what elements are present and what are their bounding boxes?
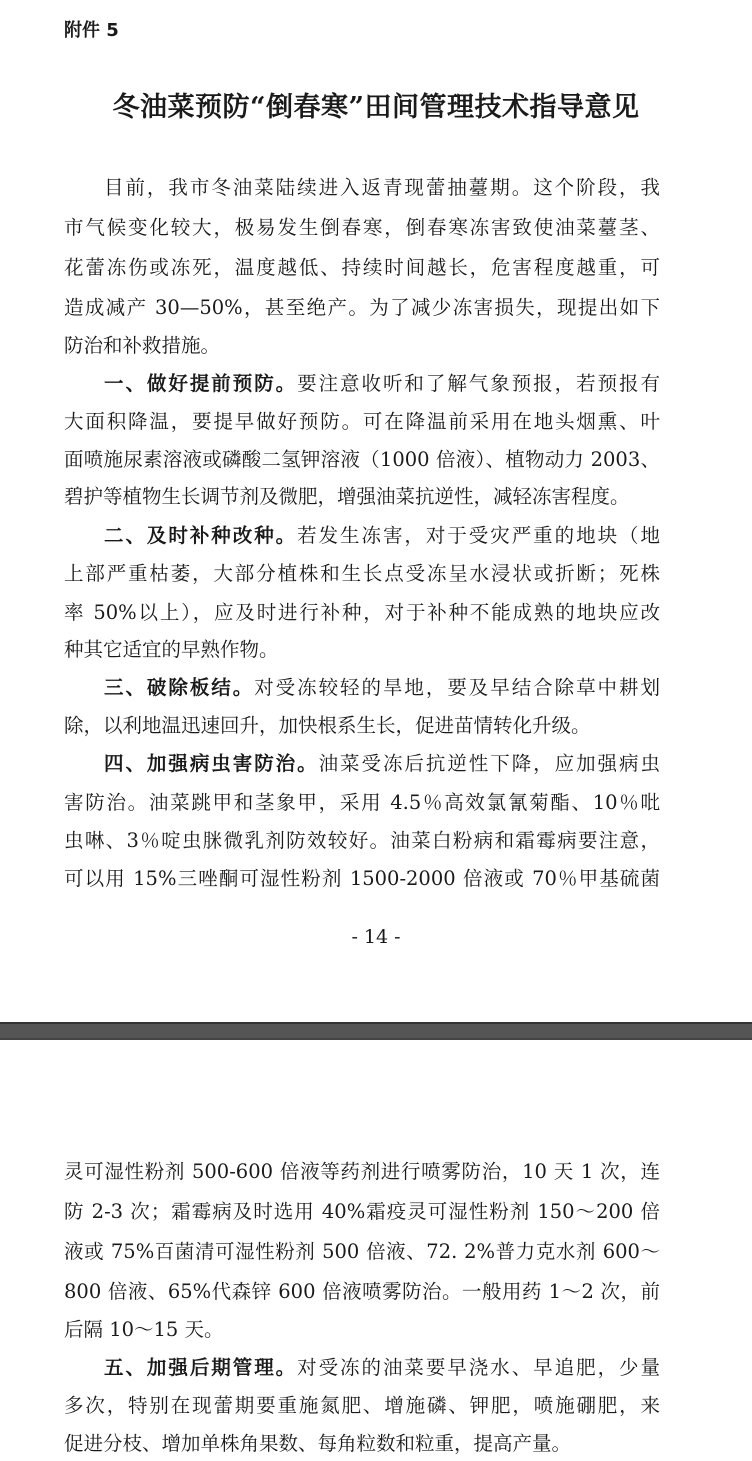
section-2-first-line	[104, 520, 660, 552]
paragraph-line: 害防治。油菜跳甲和茎象甲，采用 4.5％高效氯氰菊酯、10％吡	[64, 791, 660, 814]
paragraph-line: 面喷施尿素溶液或磷酸二氢钾溶液（1000 倍液）、植物动力 2003、	[64, 448, 660, 471]
paragraph-line: 目前，我市冬油菜陆续进入返青现蕾抽薹期。这个阶段，我	[104, 176, 660, 199]
paragraph-line: 花蕾冻伤或冻死，温度越低、持续时间越长，危害程度越重，可	[64, 256, 660, 279]
paragraph-line: 造成减产 30—50%，甚至绝产。为了减少冻害损失，现提出如下	[64, 296, 660, 319]
paragraph-line: 可以用 15%三唑酮可湿性粉剂 1500-2000 倍液或 70％甲基硫菌	[64, 867, 660, 890]
paragraph-line: 种其它适宜的早熟作物。	[64, 638, 279, 661]
paragraph-line: 灵可湿性粉剂 500-600 倍液等药剂进行喷雾防治，10 天 1 次，连	[64, 1160, 660, 1183]
paragraph-line: 除，以利地温迅速回升，加快根系生长，促进苗情转化升级。	[64, 714, 591, 737]
section-heading-3: 三、破除板结。	[104, 676, 255, 699]
section-heading-5: 五、加强后期管理。	[104, 1356, 298, 1379]
paragraph-line: 液或 75%百菌清可湿性粉剂 500 倍液、72. 2%普力克水剂 600～	[64, 1240, 660, 1263]
paragraph-line: 800 倍液、65%代森锌 600 倍液喷雾防治。一般用药 1～2 次，前	[64, 1280, 660, 1303]
section-3-first-line	[104, 672, 660, 704]
paragraph-line: 率 50%以上），应及时进行补种，对于补种不能成熟的地块应改	[64, 601, 660, 624]
section-5-first-line	[104, 1352, 660, 1384]
section-heading-1: 一、做好提前预防。	[104, 372, 298, 395]
document-title: 冬油菜预防“倒春寒”田间管理技术指导意见	[112, 92, 640, 123]
paragraph-text: 对受冻较轻的旱地，要及早结合除草中耕划	[254, 676, 660, 699]
document-page-15	[0, 1040, 752, 1461]
page-separator	[0, 1022, 752, 1040]
attachment-label: 附件 5	[64, 20, 119, 41]
section-heading-4: 四、加强病虫害防治。	[104, 752, 319, 775]
paragraph-line: 多次，特别在现蕾期要重施氮肥、增施磷、钾肥，喷施硼肥，来	[64, 1394, 660, 1417]
paragraph-line: 上部严重枯萎，大部分植株和生长点受冻呈水浸状或折断；死株	[64, 562, 660, 585]
paragraph-line: 碧护等植物生长调节剂及微肥，增强油菜抗逆性，减轻冻害程度。	[64, 485, 630, 508]
paragraph-line: 市气候变化较大，极易发生倒春寒，倒春寒冻害致使油菜薹茎、	[64, 216, 660, 239]
paragraph-line: 虫啉、3％啶虫脒微乳剂防效较好。油菜白粉病和霜霉病要注意，	[64, 829, 660, 852]
paragraph-text: 对受冻的油菜要早浇水、早追肥，少量	[297, 1356, 660, 1379]
section-4-first-line	[104, 748, 660, 780]
paragraph-line: 后隔 10～15 天。	[64, 1318, 224, 1341]
paragraph-line: 防 2-3 次；霜霉病及时选用 40%霜疫灵可湿性粉剂 150～200 倍	[64, 1200, 660, 1223]
section-heading-2: 二、及时补种改种。	[104, 524, 298, 547]
paragraph-text: 要注意收听和了解气象预报，若预报有	[297, 372, 660, 395]
paragraph-text: 若发生冻害，对于受灾严重的地块（地	[297, 524, 660, 547]
section-1-first-line	[104, 368, 660, 400]
paragraph-line: 大面积降温，要提早做好预防。可在降温前采用在地头烟熏、叶	[64, 410, 660, 433]
paragraph-line: 促进分枝、增加单株角果数、每角粒数和粒重，提高产量。	[64, 1432, 572, 1455]
paragraph-text: 油菜受冻后抗逆性下降，应加强病虫	[318, 752, 660, 775]
page-number: - 14 -	[351, 926, 401, 948]
paragraph-line: 防治和补救措施。	[64, 334, 221, 357]
